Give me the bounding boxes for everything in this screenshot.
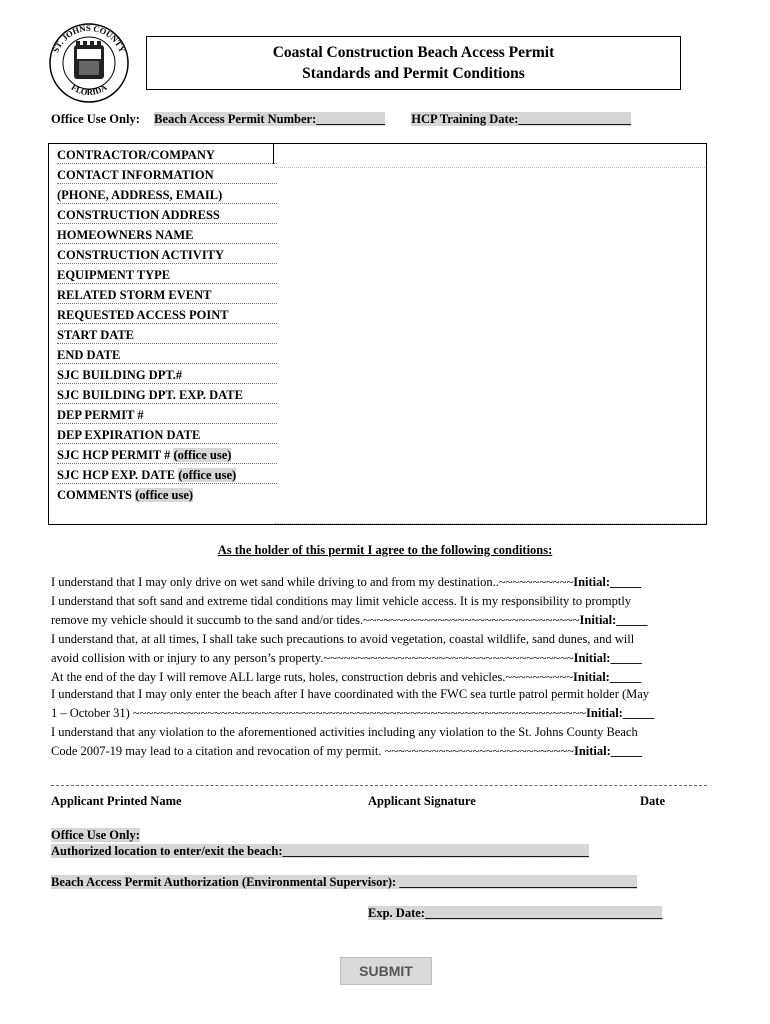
- condition-line: I understand that I may only drive on wet sand while driving to and from my destination..~~~~~~~~~~~Initial:_____: [51, 575, 642, 589]
- field-row: SJC HCP PERMIT # (office use): [57, 448, 277, 464]
- condition-line: I understand that any violation to the aforementioned activities including any violation to the St. Johns County Beach: [51, 725, 638, 739]
- authorization-field[interactable]: Beach Access Permit Authorization (Environmental Supervisor): ______________________________________: [51, 875, 637, 889]
- field-row: CONTRACTOR/COMPANY: [57, 148, 277, 164]
- initial-field[interactable]: Initial:_____: [573, 744, 643, 758]
- authorized-location-field[interactable]: Authorized location to enter/exit the beach:_________________________________________________: [51, 844, 589, 858]
- condition-line: At the end of the day I will remove ALL large ruts, holes, construction debris and vehicles.~~~~~~~~~~Initial:_____: [51, 670, 642, 684]
- initial-field[interactable]: Initial:_____: [586, 706, 655, 720]
- office-use-header: [51, 112, 701, 130]
- seal-bottom-text: FLORIDA: [69, 82, 109, 98]
- field-row: EQUIPMENT TYPE: [57, 268, 277, 284]
- contractor-company-input[interactable]: [275, 145, 705, 168]
- field-row: REQUESTED ACCESS POINT: [57, 308, 277, 324]
- field-row: RELATED STORM EVENT: [57, 288, 277, 304]
- office-use-label-2: Office Use Only:: [51, 828, 140, 842]
- comments-input[interactable]: [275, 485, 705, 524]
- field-row: CONSTRUCTION ACTIVITY: [57, 248, 277, 264]
- condition-line: I understand that, at all times, I shall take such precautions to avoid vegetation, coastal wildlife, sand dunes, and will: [51, 632, 635, 646]
- county-seal-logo: [48, 20, 130, 106]
- field-row: COMMENTS (office use): [57, 488, 194, 502]
- office-use-label: Office Use Only:: [51, 112, 140, 126]
- field-row: DEP PERMIT #: [57, 408, 277, 424]
- field-row: HOMEOWNERS NAME: [57, 228, 277, 244]
- title-line2: Standards and Permit Conditions: [302, 65, 525, 82]
- initial-field[interactable]: Initial:_____: [573, 651, 642, 665]
- field-row: SJC HCP EXP. DATE (office use): [57, 468, 277, 484]
- field-row: CONTACT INFORMATION: [57, 168, 277, 184]
- title-box: [146, 36, 681, 90]
- contractor-info-table: [48, 143, 707, 525]
- signature-line[interactable]: [51, 785, 707, 787]
- field-row: DEP EXPIRATION DATE: [57, 428, 277, 444]
- field-row: END DATE: [57, 348, 277, 364]
- condition-line: remove my vehicle should it succumb to the sand and/or tides.~~~~~~~~~~~~~~~~~~~~~~~~~~~~~~~~Initial:_____: [51, 613, 648, 627]
- field-row: SJC BUILDING DPT.#: [57, 368, 277, 384]
- initial-field[interactable]: Initial:_____: [573, 670, 642, 684]
- condition-line: 1 – October 31) ~~~~~~~~~~~~~~~~~~~~~~~~~~~~~~~~~~~~~~~~~~~~~~~~~~~~~~~~~~~~~~~~~~~Initial:_____: [51, 706, 655, 720]
- office-use-footer: [51, 827, 589, 859]
- condition-line: I understand that soft sand and extreme tidal conditions may limit vehicle access. It is my responsibility to promptly: [51, 594, 632, 608]
- signature-label: Applicant Signature: [368, 794, 476, 808]
- submit-button[interactable]: SUBMIT: [340, 957, 432, 985]
- conditions-heading: As the holder of this permit I agree to the following conditions:: [217, 543, 553, 557]
- field-row: SJC BUILDING DPT. EXP. DATE: [57, 388, 277, 404]
- svg-text:FLORIDA: [70, 82, 110, 97]
- title-line1: Coastal Construction Beach Access Permit: [272, 44, 555, 61]
- date-label: Date: [640, 794, 665, 808]
- seal-top-text: ST. JOHNS COUNTY: [50, 22, 128, 54]
- condition-line: avoid collision with or injury to any person’s property.~~~~~~~~~~~~~~~~~~~~~~~~~~~~~~~~~~~~~Initial:_____: [51, 651, 642, 665]
- exp-date-field[interactable]: Exp. Date:______________________________________: [368, 906, 663, 920]
- field-row: CONSTRUCTION ADDRESS: [57, 208, 277, 224]
- initial-field[interactable]: Initial:_____: [579, 613, 648, 627]
- condition-line: I understand that I may only enter the beach after I have coordinated with the FWC sea turtle patrol permit holder (May: [51, 687, 650, 701]
- permit-number-field[interactable]: Beach Access Permit Number:___________: [154, 112, 385, 126]
- condition-line: Code 2007-19 may lead to a citation and revocation of my permit. ~~~~~~~~~~~~~~~~~~~~~~~~~~~~Initial:_____: [51, 744, 643, 758]
- training-date-field[interactable]: HCP Training Date:__________________: [411, 112, 631, 126]
- field-row: START DATE: [57, 328, 277, 344]
- field-row: (PHONE, ADDRESS, EMAIL): [57, 188, 277, 204]
- initial-field[interactable]: Initial:_____: [573, 575, 642, 589]
- printed-name-label: Applicant Printed Name: [51, 794, 182, 808]
